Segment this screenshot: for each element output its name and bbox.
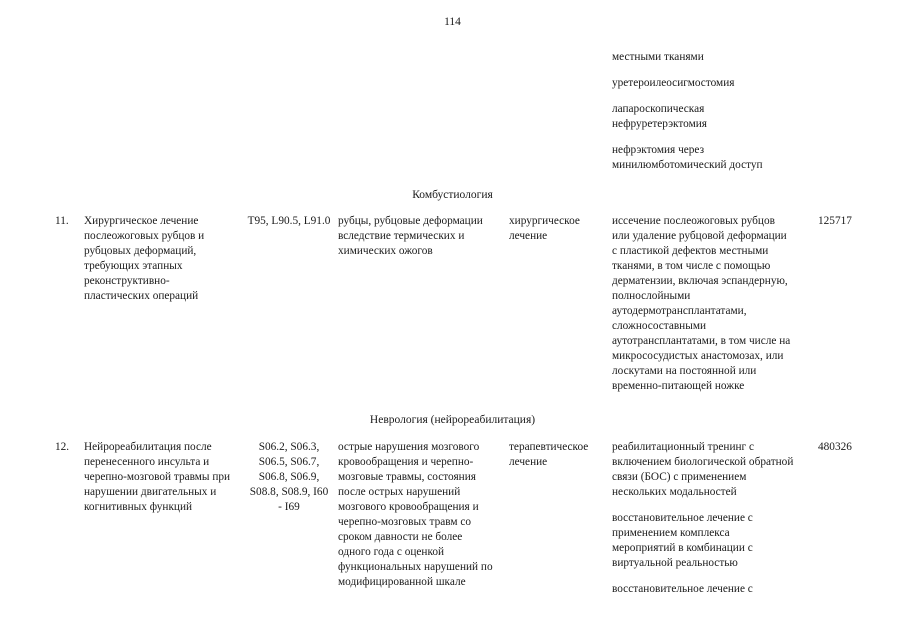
row-name: Хирургическое лечение послеожоговых рубцов и рубцовых деформаций, требующих этапных реконструктивно- пластических операций [84, 215, 205, 302]
method-item: местными тканями [612, 51, 704, 63]
method-list [612, 440, 808, 608]
row-cost: 125717 [818, 215, 852, 227]
method-item: лапароскопическая нефруретерэктомия [612, 103, 708, 130]
row-treatment-type: терапевтическое лечение [509, 441, 589, 468]
row-number: 12. [55, 441, 70, 453]
method-item: иссечение послеожоговых рубцов или удаление рубцовой деформации с пластикой дефектов местными тканями, в том числе с помощью дерматензии, включая эспандерную, полнослойными аутодермотрансплантатами, сложносоставными аутотрансплантатами, в том числе на микрососудистых анастомозах, или лоскутами на постоянной или временно-питающей ножке [612, 215, 791, 392]
row-codes: T95, L90.5, L91.0 [247, 215, 331, 227]
section-heading: Комбустиология [412, 189, 493, 201]
method-list [612, 50, 808, 184]
row-cost: 480326 [818, 441, 852, 453]
row-codes: S06.2, S06.3, S06.5, S06.7, S06.8, S06.9, S08.8, S08.9, I60 - I69 [249, 441, 329, 513]
section-heading: Неврология (нейрореабилитация) [369, 414, 536, 426]
method-item: восстановительное лечение с [612, 583, 753, 595]
method-item: восстановительное лечение с применением комплекса мероприятий в комбинации с виртуальной реальностью [612, 512, 753, 569]
row-name: Нейрореабилитация после перенесенного инсульта и черепно-мозговой травмы при нарушении двигательных и когнитивных функций [84, 441, 231, 513]
page-number: 114 [444, 16, 461, 28]
method-list [612, 214, 808, 405]
row-model: острые нарушения мозгового кровообращения и черепно- мозговые травмы, состояния после острых нарушений мозгового кровообращения и черепно-мозговых травм со сроком давности не более одного года с оценкой функциональных нарушений по модифицированной шкале [338, 441, 493, 588]
row-model: рубцы, рубцовые деформации вследствие термических и химических ожогов [338, 215, 483, 257]
method-item: уретероилеосигмостомия [612, 77, 735, 89]
method-item: реабилитационный тренинг с включением биологической обратной связи (БОС) с применением нескольких модальностей [612, 441, 794, 498]
method-item: нефрэктомия через минилюмботомический доступ [612, 144, 763, 171]
row-treatment-type: хирургическое лечение [509, 215, 580, 242]
row-number: 11. [55, 215, 69, 227]
